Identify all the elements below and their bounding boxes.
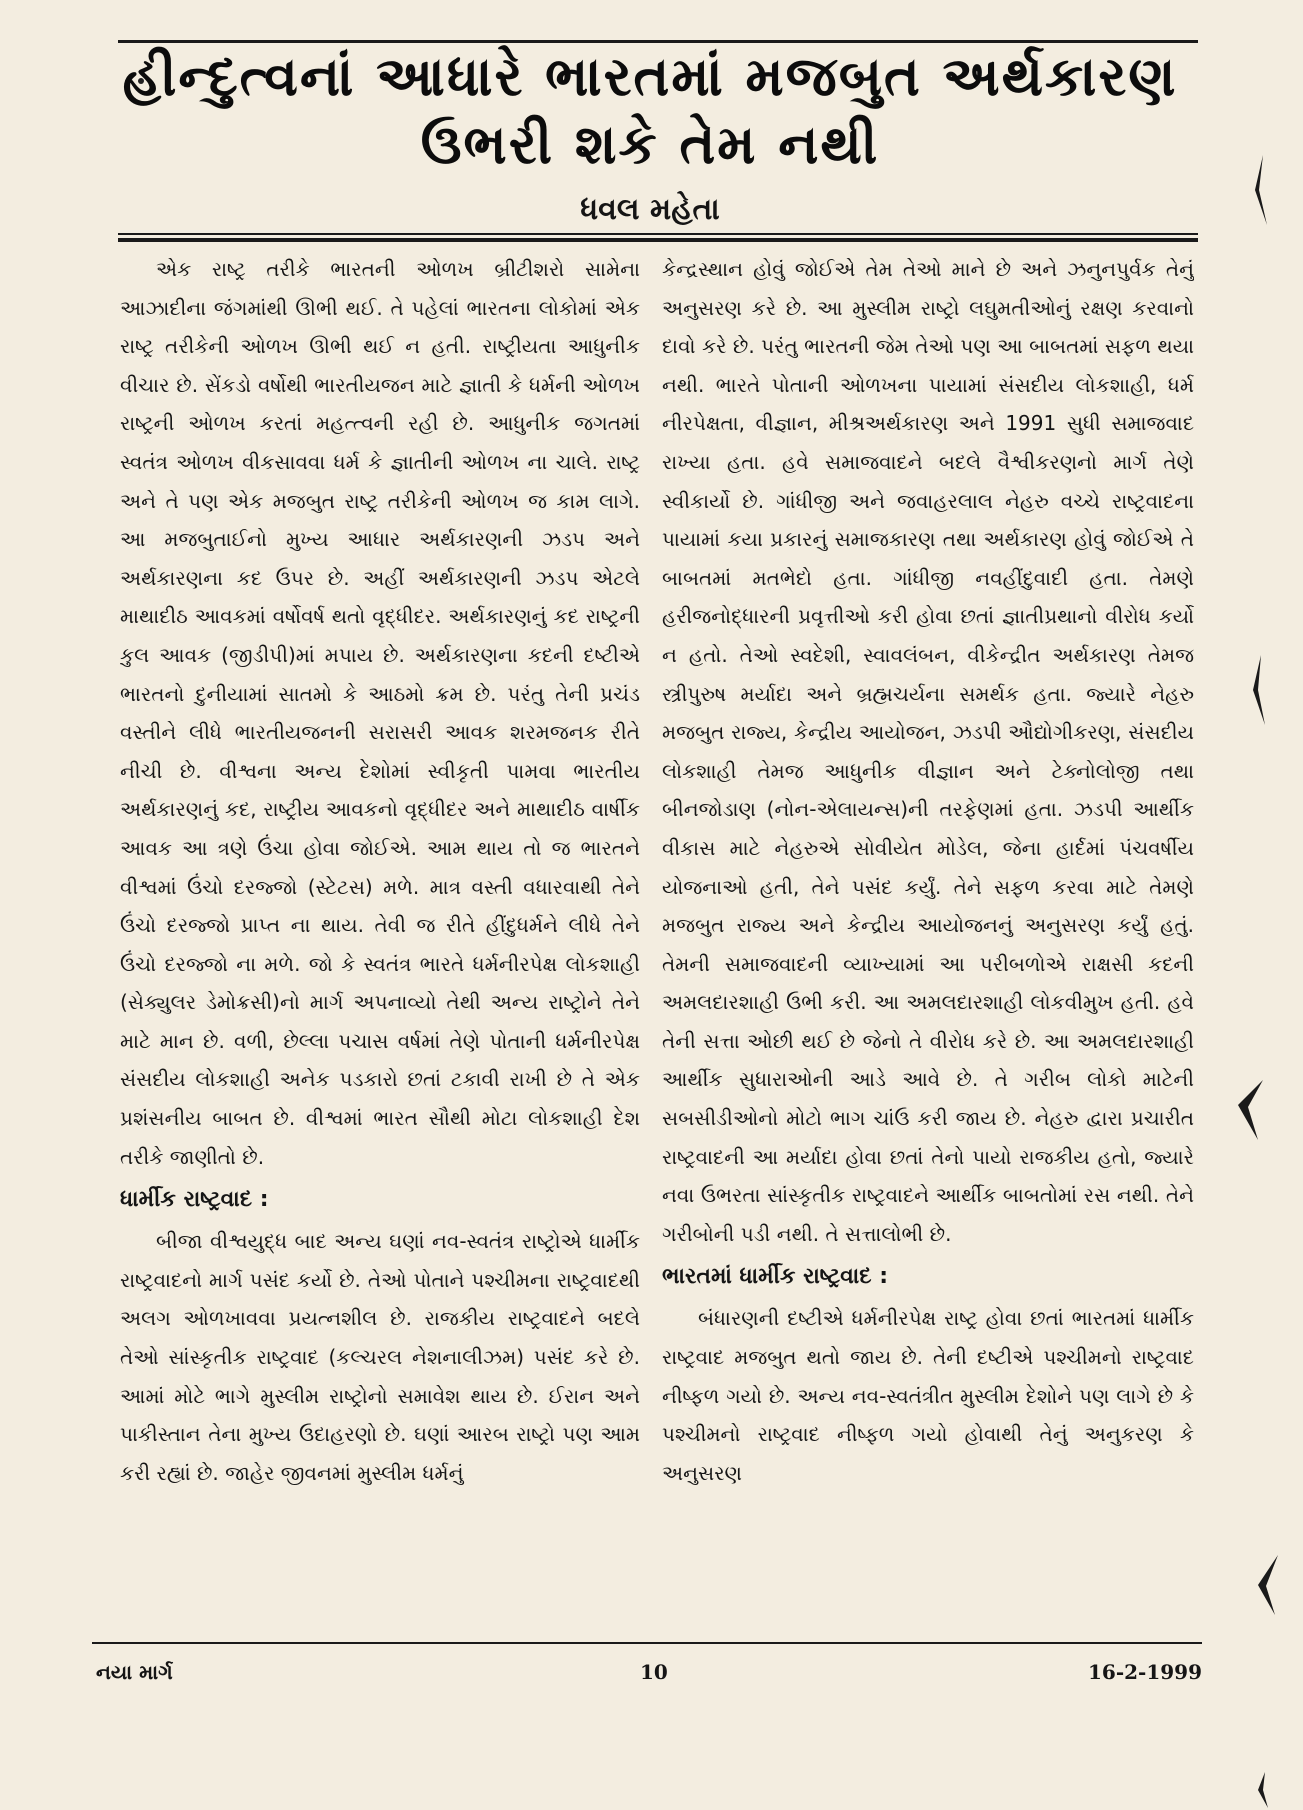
left-column — [120, 250, 640, 1620]
footer-date: 16-2-1999 — [1088, 1660, 1203, 1684]
article-author: ધવલ મહેતા — [580, 192, 720, 227]
header-rule-thick — [118, 238, 1198, 242]
left-paragraph-1: એક રાષ્ટ્ર તરીકે ભારતની ઓળખ બ્રીટીશરો સામેના આઝાદીના જંગમાંથી ઊભી થઈ. તે પહેલાં ભારતના લોકોમાં એક રાષ્ટ્ર તરીકેની ઓળખ ઊભી થઈ ન હતી. રાષ્ટ્રીયતા આધુનીક વીચાર છે. સેંકડો વર્ષોથી ભારતીયજન માટે જ્ઞાતી કે ધર્મની ઓળખ રાષ્ટ્રની ઓળખ કરતાં મહત્ત્વની રહી છે. આધુનીક જગતમાં સ્વતંત્ર ઓળખ વીકસાવવા ધર્મ કે જ્ઞાતીની ઓળખ ના ચાલે. રાષ્ટ્ર અને તે પણ એક મજબુત રાષ્ટ્ર તરીકેની ઓળખ જ કામ લાગે. આ મજબુતાઈનો મુખ્ય આધાર અર્થકારણની ઝડપ અને અર્થકારણના કદ ઉપર છે. અહીં અર્થકારણની ઝડપ એટલે માથાદીઠ આવકમાં વર્ષોવર્ષ થતો વૃદ્ધીદર. અર્થકારણનું કદ રાષ્ટ્રની કુલ આવક (જીડીપી)માં મપાય છે. અર્થકારણના કદની દષ્ટીએ ભારતનો દુનીયામાં સાતમો કે આઠમો ક્રમ છે. પરંતુ તેની પ્રચંડ વસ્તીને લીધે ભારતીયજનની સરાસરી આવક શરમજનક રીતે નીચી છે. વીશ્વના અન્ય દેશોમાં સ્વીકૃતી પામવા ભારતીય અર્થકારણનું કદ, રાષ્ટ્રીય આવકનો વૃદ્ધીદર અને માથાદીઠ વાર્ષીક આવક આ ત્રણે ઉંચા હોવા જોઈએ. આમ થાય તો જ ભારતને વીશ્વમાં ઉંચો દરજ્જો (સ્ટેટસ) મળે. માત્ર વસ્તી વધારવાથી તેને ઉંચો દરજ્જો પ્રાપ્ત ના થાય. તેવી જ રીતે હીંદુધર્મને લીધે તેને ઉંચો દરજ્જો ના મળે. જો કે સ્વતંત્ર ભારતે ધર્મનીરપેક્ષ લોકશાહી (સેક્યુલર ડેમોક્રસી)નો માર્ગ અપનાવ્યો તેથી અન્ય રાષ્ટ્રોને તેને માટે માન છે. વળી, છેલ્લા પચાસ વર્ષમાં તેણે પોતાની ધર્મનીરપેક્ષ સંસદીય લોકશાહી અનેક પડકારો છતાં ટકાવી રાખી છે તે એક પ્રશંસનીય બાબત છે. વીશ્વમાં ભારત સૌથી મોટા લોકશાહી દેશ તરીકે જાણીતો છે. — [120, 257, 640, 1169]
footer-publication: નયા માર્ગ — [96, 1660, 173, 1684]
right-section-heading: ભારતમાં ધાર્મીક રાષ્ટ્રવાદ : — [662, 1264, 889, 1290]
article-title-line2: ઉભરી શકે તેમ નથી — [420, 113, 880, 176]
footer-rule — [92, 1642, 1202, 1644]
header-rule-thin — [118, 233, 1198, 235]
left-section-heading: ધાર્મીક રાષ્ટ્રવાદ : — [120, 1187, 269, 1213]
article-title-line1: હીન્દુત્વનાં આધારે ભારતમાં મજબુત અર્થકારણ — [122, 45, 1178, 108]
binding-hole-icon — [1245, 650, 1275, 730]
binding-hole-icon — [1250, 1770, 1280, 1810]
right-paragraph-1: કેન્દ્રસ્થાન હોવું જોઈએ તેમ તેઓ માને છે અને ઝનુનપુર્વક તેનું અનુસરણ કરે છે. આ મુસ્લીમ રાષ્ટ્રો લઘુમતીઓનું રક્ષણ કરવાનો દાવો કરે છે. પરંતુ ભારતની જેમ તેઓ પણ આ બાબતમાં સફળ થયા નથી. ભારતે પોતાની ઓળખના પાયામાં સંસદીય લોકશાહી, ધર્મ નીરપેક્ષતા, વીજ્ઞાન, મીશ્રઅર્થકારણ અને 1991 સુધી સમાજવાદ રાખ્યા હતા. હવે સમાજવાદને બદલે વૈશ્વીકરણનો માર્ગ તેણે સ્વીકાર્યો છે. ગાંધીજી અને જવાહરલાલ નેહરુ વચ્ચે રાષ્ટ્રવાદના પાયામાં કયા પ્રકારનું સમાજકારણ તથા અર્થકારણ હોવું જોઈએ તે બાબતમાં મતભેદો હતા. ગાંધીજી નવહીંદુવાદી હતા. તેમણે હરીજનોદ્ધારની પ્રવૃત્તીઓ કરી હોવા છતાં જ્ઞાતીપ્રથાનો વીરોધ કર્યો ન હતો. તેઓ સ્વદેશી, સ્વાવલંબન, વીકેન્દ્રીત અર્થકારણ તેમજ સ્ત્રીપુરુષ મર્યાદા અને બ્રહ્મચર્યના સમર્થક હતા. જ્યારે નેહરુ મજબુત રાજ્ય, કેન્દ્રીય આયોજન, ઝડપી ઔદ્યોગીકરણ, સંસદીય લોકશાહી તેમજ આધુનીક વીજ્ઞાન અને ટેક્નોલોજી તથા બીનજોડાણ (નોન-એલાયન્સ)ની તરફેણમાં હતા. ઝડપી આર્થીક વીકાસ માટે નેહરુએ સોવીયેત મોડેલ, જેના હાર્દમાં પંચવર્ષીય યોજનાઓ હતી, તેને પસંદ કર્યું. તેને સફળ કરવા માટે તેમણે મજબુત રાજ્ય અને કેન્દ્રીય આયોજનનું અનુસરણ કર્યું હતું. તેમની સમાજવાદની વ્યાખ્યામાં આ પરીબળોએ રાક્ષસી કદની અમલદારશાહી ઉભી કરી. આ અમલદારશાહી લોકવીમુખ હતી. હવે તેની સત્તા ઓછી થઈ છે જેનો તે વીરોધ કરે છે. આ અમલદારશાહી આર્થીક સુધારાઓની આડે આવે છે. તે ગરીબ લોકો માટેની સબસીડીઓનો મોટો ભાગ ચાંઉ કરી જાય છે. નેહરુ દ્વારા પ્રચારીત રાષ્ટ્રવાદની આ મર્યાદા હોવા છતાં તેનો પાયો રાજકીય હતો, જ્યારે નવા ઉભરતા સાંસ્કૃતીક રાષ્ટ્રવાદને આર્થીક બાબતોમાં રસ નથી. તેને ગરીબોની પડી નથી. તે સત્તાલોભી છે. — [662, 257, 1194, 1246]
binding-hole-icon — [1245, 150, 1275, 230]
right-paragraph-2: બંધારણની દષ્ટીએ ધર્મનીરપેક્ષ રાષ્ટ્ર હોવા છતાં ભારતમાં ધાર્મીક રાષ્ટ્રવાદ મજબુત થતો જાય છે. તેની દષ્ટીએ પશ્ચીમનો રાષ્ટ્રવાદ નીષ્ફળ ગયો છે. અન્ય નવ-સ્વતંત્રીત મુસ્લીમ દેશોને પણ લાગે છે કે પશ્ચીમનો રાષ્ટ્રવાદ નીષ્ફળ ગયો હોવાથી તેનું અનુકરણ કે અનુસરણ — [662, 1306, 1194, 1485]
left-paragraph-2: બીજા વીશ્વયુદ્ધ બાદ અન્ય ઘણાં નવ-સ્વતંત્ર રાષ્ટ્રોએ ધાર્મીક રાષ્ટ્રવાદનો માર્ગ પસંદ કર્યો છે. તેઓ પોતાને પશ્ચીમના રાષ્ટ્રવાદથી અલગ ઓળખાવવા પ્રયત્નશીલ છે. રાજકીય રાષ્ટ્રવાદને બદલે તેઓ સાંસ્કૃતીક રાષ્ટ્રવાદ (કલ્ચરલ નેશનાલીઝમ) પસંદ કરે છે. આમાં મોટે ભાગે મુસ્લીમ રાષ્ટ્રોનો સમાવેશ થાય છે. ઈરાન અને પાકીસ્તાન તેના મુખ્ય ઉદાહરણો છે. ઘણાં આરબ રાષ્ટ્રો પણ આમ કરી રહ્યાં છે. જાહેર જીવનમાં મુસ્લીમ ધર્મનું — [120, 1229, 640, 1485]
footer-page-number: 10 — [640, 1660, 668, 1684]
binding-hole-icon — [1250, 1550, 1290, 1620]
binding-hole-icon — [1228, 1075, 1278, 1145]
right-column — [662, 250, 1194, 1620]
